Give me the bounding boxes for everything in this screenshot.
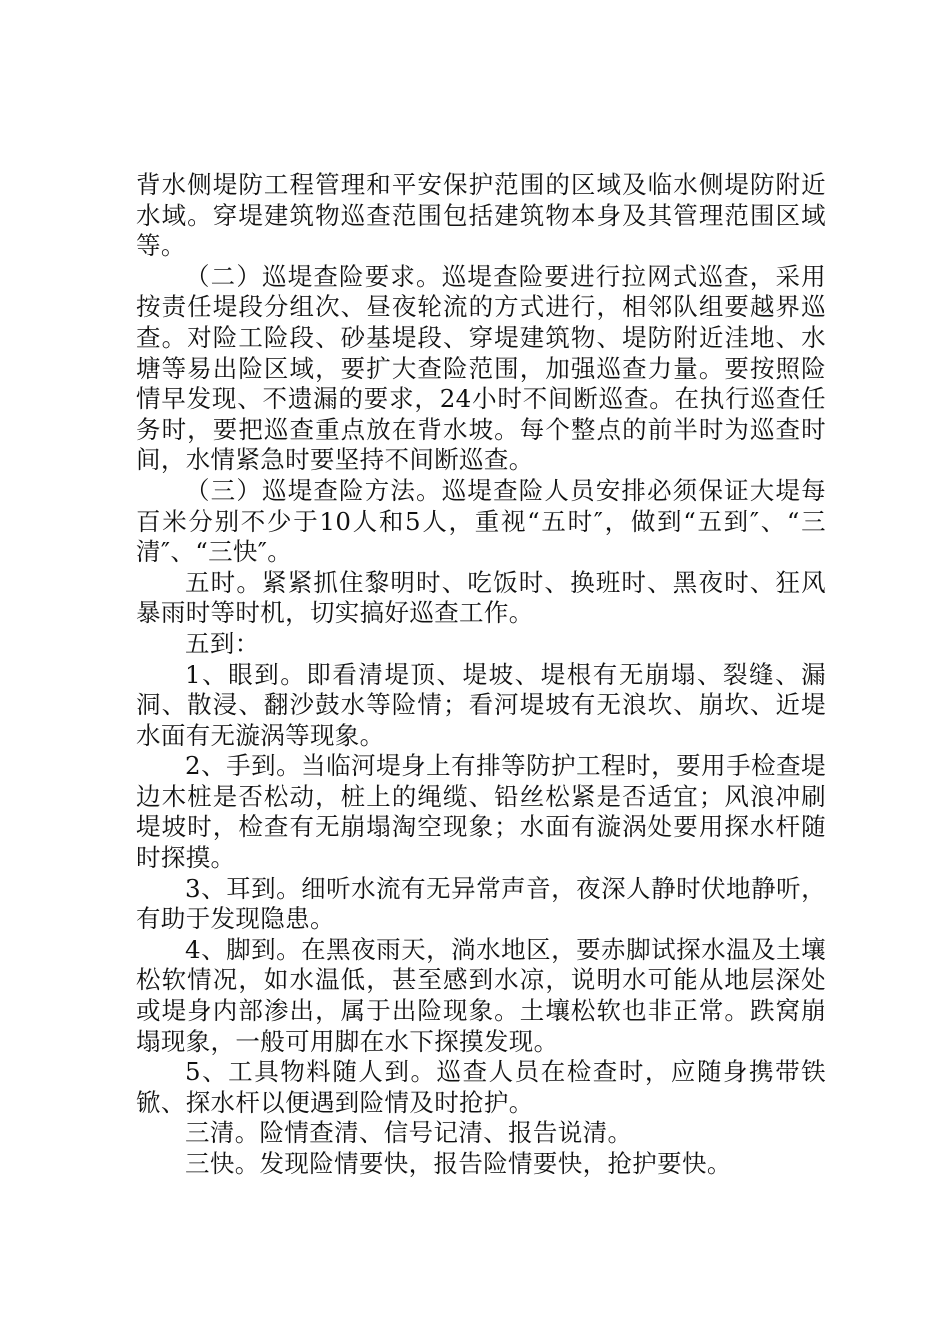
paragraph: 三快。发现险情要快，报告险情要快，抢护要快。 xyxy=(185,1149,732,1178)
paragraph: 5、工具物料随人到。巡查人员在检查时，应随身携带铁锨、探水杆以便遇到险情及时抢护。 xyxy=(136,1057,826,1117)
paragraph: （三）巡堤查险方法。巡堤查险人员安排必须保证大堤每百米分别不少于10人和5人，重视“五时″，做到“五到″、“三清″、“三快″。 xyxy=(136,475,826,567)
document-body xyxy=(136,170,826,1180)
paragraph: 3、耳到。细听水流有无异常声音，夜深人静时伏地静听，有助于发现隐患。 xyxy=(136,873,826,934)
paragraph: 三清。险情查清、信号记清、报告说清。 xyxy=(185,1118,633,1148)
paragraph: 4、脚到。在黑夜雨天，淌水地区，要赤脚试探水温及土壤松软情况，如水温低，甚至感到水凉，说明水可能从地层深处或堤身内部渗出，属于出险现象。土壤松软也非正常。跌窝崩塌现象，一般可用脚在水下探摸发现。 xyxy=(136,934,826,1056)
paragraph: （二）巡堤查险要求。巡堤查险要进行拉网式巡查，采用按责任堤段分组次、昼夜轮流的方式进行，相邻队组要越界巡查。对险工险段、砂基堤段、穿堤建筑物、堤防附近洼地、水塘等易出险区域，要扩大查险范围，加强巡查力量。要按照险情早发现、不遗漏的要求，24小时不间断巡查。在执行巡查任务时，要把巡查重点放在背水坡。每个整点的前半时为巡查时间，水情紧急时要坚持不间断巡查。 xyxy=(136,261,826,475)
paragraph: 五时。紧紧抓住黎明时、吃饭时、换班时、黑夜时、狂风暴雨时等时机，切实搞好巡查工作。 xyxy=(136,567,826,628)
paragraph: 背水侧堤防工程管理和平安保护范围的区域及临水侧堤防附近水域。穿堤建筑物巡查范围包括建筑物本身及其管理范围区域等。 xyxy=(136,170,826,261)
paragraph: 五到： xyxy=(185,628,260,658)
paragraph: 1、眼到。即看清堤顶、堤坡、堤根有无崩塌、裂缝、漏洞、散浸、翻沙鼓水等险情；看河堤坡有无浪坎、崩坎、近堤水面有无漩涡等现象。 xyxy=(136,659,826,750)
paragraph: 2、手到。当临河堤身上有排等防护工程时，要用手检查堤边木桩是否松动，桩上的绳缆、铅丝松紧是否适宜；风浪冲刷堤坡时，检查有无崩塌淘空现象；水面有漩涡处要用探水杆随时探摸。 xyxy=(136,751,826,873)
